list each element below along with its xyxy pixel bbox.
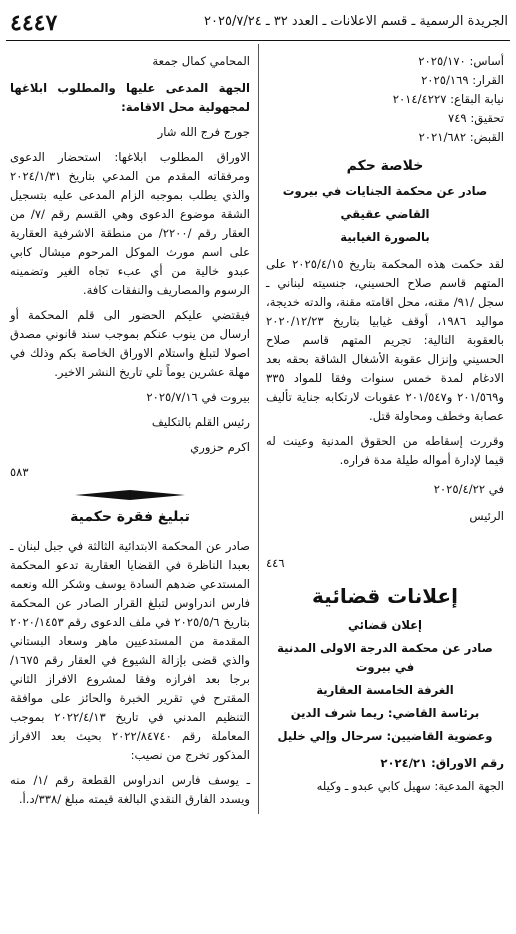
docs-number: رقم الاوراق: ٢٠٢٤/٢١ — [380, 756, 504, 770]
signer-role: رئيس القلم بالتكليف — [151, 415, 250, 429]
notice-members: وعضوية القاضيين: سرحال وإلي خليل — [277, 729, 493, 743]
notice-date: بيروت في ٢٠٢٥/٧/١٦ — [146, 390, 250, 404]
page-header — [6, 8, 510, 38]
defendant-heading: الجهة المدعى عليها والمطلوب ابلاغها لمجهولية محل الاقامة: — [10, 81, 250, 114]
judgment-excerpt-body: صادر عن المحكمة الابتدائية الثالثة في جبل لبنان ـ بعبدا الناظرة في القضايا العقارية تدعو المحكمة المستدعي ضدهم السادة يوسف وشكر الله ونعمه فارس اندراوس لتبلغ القرار الصادر عن المحكمة بتاريخ ٢٠٢٥/٥/٦ في ملف الدعوى رقم ٢٠٢٠/١٤٥٣ المقدمة من المستدعيين ماهر وسعاد البستاني والذي قضى بإزالة الشيوع في العقار رقم ١٦٧٥/ برجا بعد افرازه وفقا لمشروع الافراز الثاني المقترح في تقرير الخبرة والحائز على موافقة التنظيم المدني في تاريخ ٢٠٢٢/٤/١٣ بموجب المعاملة رقم ٢٠٢٢/٨٤٧٤٠ بحيث بعد الافراز المذكور تخرج من نصيب: — [10, 539, 250, 762]
lawyer-name: المحامي كمال جمعة — [152, 54, 250, 68]
section-title: تبليغ فقرة حكمية — [70, 509, 190, 525]
case-meta — [266, 52, 504, 147]
court-issuer: صادر عن محكمة الجنايات في بيروت — [282, 184, 488, 198]
gazette-title: الجريدة الرسمية ـ قسم الاعلانات ـ العدد ٣٢ ـ ٢٠٢٥/٧/٢٤ — [204, 14, 508, 29]
meta-line: القرار: ٢٠٢٥/١٦٩ — [421, 73, 504, 87]
judgment-excerpt-item: ـ يوسف فارس اندراوس القطعة رقم /١/ منه ويسدد الفارق النقدي البالغة قيمته مبلغ /٣٣٨/د.أ. — [10, 773, 250, 806]
notice-issuer: صادر عن محكمة الدرجة الاولى المدنية في بيروت — [277, 641, 493, 674]
header-divider — [6, 40, 510, 41]
notice-body: الاوراق المطلوب ابلاغها: استحضار الدعوى ومرفقاته المقدم من المدعي بتاريخ ٢٠٢٤/١/٣١ والذي يطلب بموجبه الزام المدعى عليه بتسجيل الشقة موضوع الدعوى وهي القسم رقم /٧/ من العقار رقم /٢٢٠٠/ من منطقة الاشرفية العقارية على اسم مورث الموكل المرحوم ميشال كابي عبدو خالية من أي عبء تجاه الغير وتضمينه الرسوم والمصاريف والنفقات كافة. — [10, 150, 250, 297]
column-divider — [258, 44, 259, 814]
left-column — [10, 52, 250, 815]
section-title: إعلانات قضائية — [312, 584, 458, 608]
notice-instructions: فيقتضي عليكم الحضور الى قلم المحكمة أو ارسال من ينوب عنكم بموجب سند قانوني مصدق اصولا لتبلغ واستلام الاوراق الخاصة بكم وذلك في مهلة عشرين يوماً تلي تاريخ النشر الاخير. — [10, 308, 250, 379]
meta-line: تحقيق: ٧٤٩ — [447, 111, 504, 125]
page-number: ٤٤٤٧ — [10, 10, 58, 36]
judgment-body: لقد حكمت هذه المحكمة بتاريخ ٢٠٢٥/٤/١٥ على المتهم قاسم صلاح الحسيني، جنسيته لبناني ـ سجل /٩١/ مقنه، محل اقامته مقنة، والدته خديجة، مواليد ١٩٨٦، أوقف غيابيا بتاريخ ٢٠٢٠/١٢/٢٣ بالعقوبة التالية: تجريم المتهم قاسم صلاح الحسيني وإنزال عقوبة الأشغال الشاقة بحقه بعد الادغام لمدة خمس سنوات وفقا للمواد ٣٣٥ و٢٠١/٥٦٩ و٢٠١/٥٤٧ عقوبات لارتكابه جناية تأليف عصابة وخطف ومحاولة قتل. — [266, 257, 505, 423]
signer-name: اكرم حزوري — [190, 440, 250, 454]
meta-line: نيابة البقاع: ٢٠١٤/٤٢٢٧ — [392, 92, 504, 106]
separator-ornament — [10, 490, 250, 500]
summary-title: خلاصة حكم — [346, 158, 424, 174]
signer-title: الرئيس — [469, 509, 504, 523]
judgment-decision: وقررت إسقاطه من الحقوق المدنية وعينت له قيما لإدارة أمواله طيلة مدة فراره. — [266, 434, 504, 467]
notice-number: ٥٨٣ — [10, 465, 29, 479]
judge-name: القاضي عقيقي — [340, 207, 430, 221]
judgment-mode: بالصورة الغيابية — [340, 230, 430, 244]
plaintiff-line: الجهة المدعية: سهيل كابي عبدو ـ وكيله — [316, 779, 504, 793]
notice-number: ٤٤٦ — [266, 556, 285, 570]
notice-presiding: برئاسة القاضي: ريما شرف الدين — [290, 706, 480, 720]
notice-title: إعلان قضائي — [347, 618, 423, 632]
right-column — [266, 52, 504, 796]
notice-chamber: الغرفة الخامسة العقارية — [316, 683, 454, 697]
meta-line: أساس: ٢٠٢٥/١٧٠ — [418, 54, 504, 68]
judgment-date: في ٢٠٢٥/٤/٢٢ — [433, 482, 504, 496]
defendant-name: جورج فرج الله شار — [157, 125, 250, 139]
meta-line: القبض: ٢٠٢١/٦٨٢ — [418, 130, 504, 144]
